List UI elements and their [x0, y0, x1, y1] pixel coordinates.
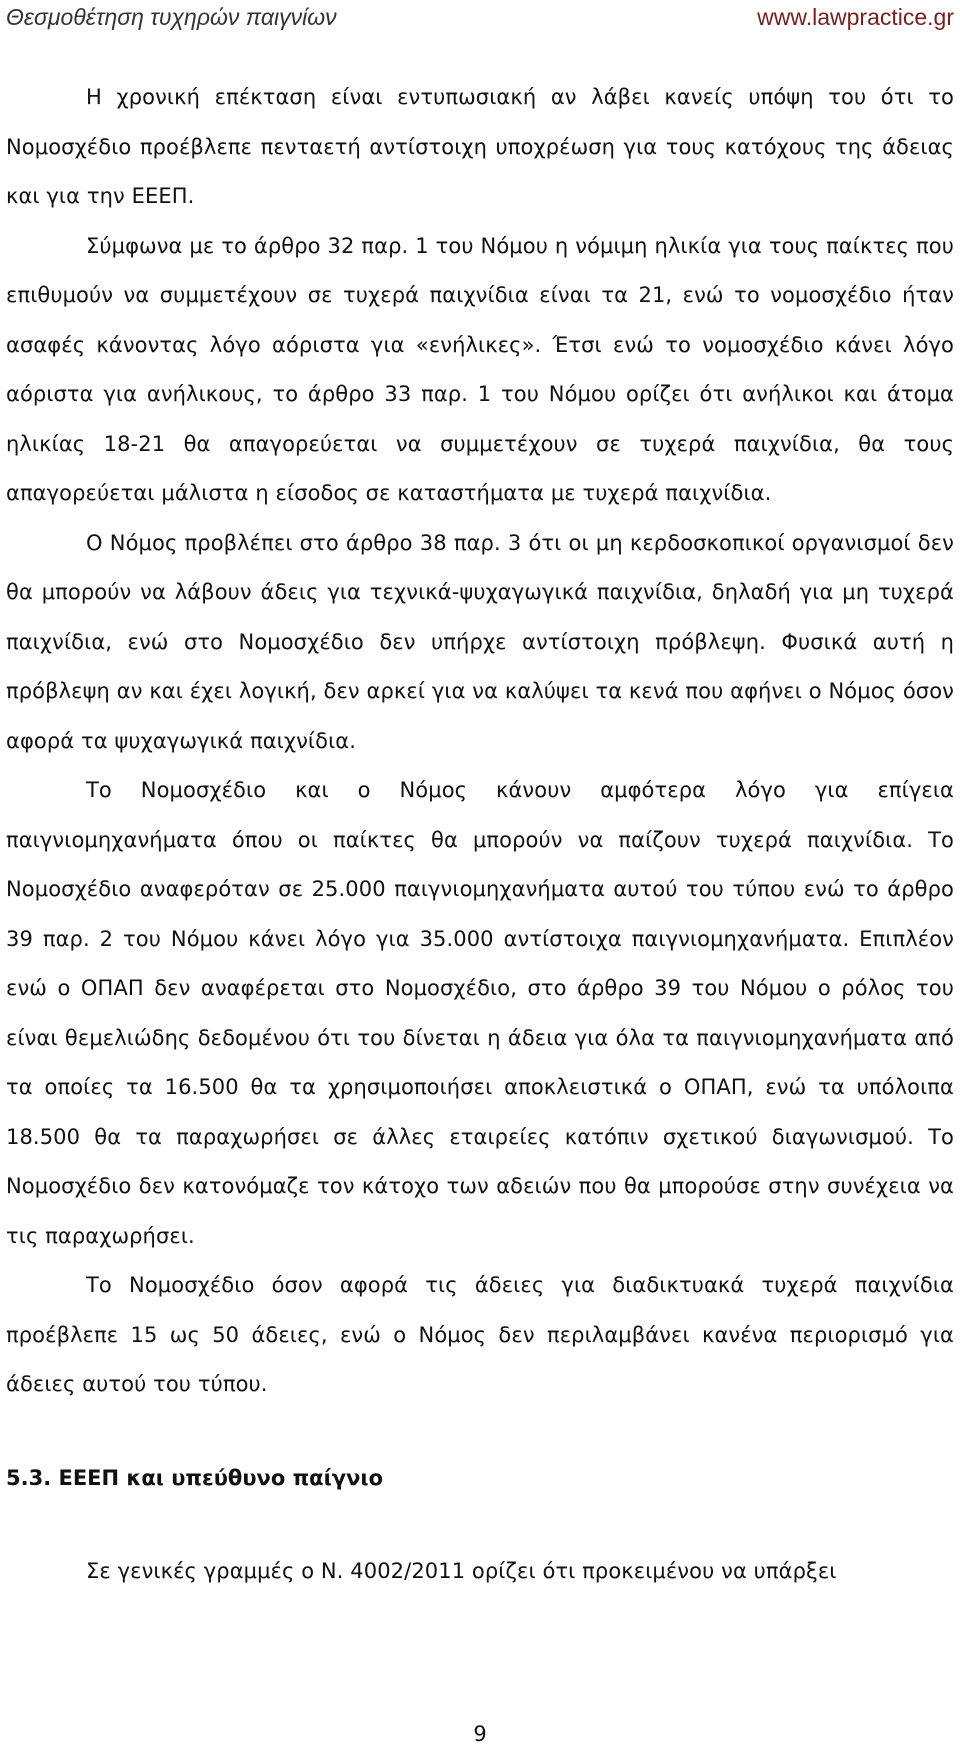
paragraph-4: Το Νομοσχέδιο και ο Νόμος κάνουν αμφότερα λόγο για επίγεια παιγνιομηχανήματα όπου οι παίκτες θα μπορούν να παίζουν τυχερά παιχνίδια. Το Νομοσχέδιο αναφερόταν σε 25.000 παιγνιομηχανήματα αυτού του τύπου ενώ το άρθρο 39 παρ. 2 του Νόμου κάνει λόγο για 35.000 αντίστοιχα παιγνιομηχανήματα. Επιπλέον ενώ ο ΟΠΑΠ δεν αναφέρεται στο Νομοσχέδιο, στο άρθρο 39 του Νόμου ο ρόλος του είναι θεμελιώδης δεδομένου ότι του δίνεται η άδεια για όλα τα παιγνιομηχανήματα από τα οποίες τα 16.500 θα τα χρησιμοποιήσει αποκλειστικά ο ΟΠΑΠ, ενώ τα υπόλοιπα 18.500 θα τα παραχωρήσει σε άλλες εταιρείες κατόπιν σχετικού διαγωνισμού. Το Νομοσχέδιο δεν κατονόμαζε τον κάτοχο των αδειών που θα μπορούσε στην συνέχεια να τις παραχωρήσει. [6, 778, 954, 1248]
page-body [6, 73, 954, 1596]
paragraph-3: Ο Νόμος προβλέπει στο άρθρο 38 παρ. 3 ότι οι μη κερδοσκοπικοί οργανισμοί δεν θα μπορούν να λάβουν άδεις για τεχνικά-ψυχαγωγικά παιχνίδια, δηλαδή για μη τυχερά παιχνίδια, ενώ στο Νομοσχέδιο δεν υπήρχε αντίστοιχη πρόβλεψη. Φυσικά αυτή η πρόβλεψη αν και έχει λογική, δεν αρκεί για να καλύψει τα κενά που αφήνει ο Νόμος όσον αφορά τα ψυχαγωγικά παιχνίδια. [6, 530, 954, 753]
website-url[interactable]: www.lawpractice.gr [757, 4, 954, 30]
paragraph-6: Σε γενικές γραμμές ο Ν. 4002/2011 ορίζει ότι προκειμένου να υπάρξει [86, 1558, 837, 1583]
paragraph-2: Σύμφωνα με το άρθρο 32 παρ. 1 του Νόμου η νόμιμη ηλικία για τους παίκτες που επιθυμούν να συμμετέχουν σε τυχερά παιχνίδια είναι τα 21, ενώ το νομοσχέδιο ήταν ασαφές κάνοντας λόγο αόριστα για «ενήλικες». Έτσι ενώ το νομοσχέδιο κάνει λόγο αόριστα για ανήλικους, το άρθρο 33 παρ. 1 του Νόμου ορίζει ότι ανήλικοι και άτομα ηλικίας 18-21 θα απαγορεύεται να συμμετέχουν σε τυχερά παιχνίδια, θα τους απαγορεύεται μάλιστα η είσοδος σε καταστήματα με τυχερά παιχνίδια. [6, 233, 954, 505]
page-number: 9 [473, 1722, 487, 1746]
paragraph-1: Η χρονική επέκταση είναι εντυπωσιακή αν λάβει κανείς υπόψη του ότι το Νομοσχέδιο προέβλεπε πενταετή αντίστοιχη υποχρέωση για τους κατόχους της άδειας και για την ΕΕΕΠ. [6, 85, 954, 208]
section-heading: 5.3. ΕΕΕΠ και υπεύθυνο παίγνιο [6, 1465, 384, 1490]
paragraph-5: Το Νομοσχέδιο όσον αφορά τις άδειες για διαδικτυακά τυχερά παιχνίδια προέβλεπε 15 ως 50 άδειες, ενώ ο Νόμος δεν περιλαμβάνει κανένα περιορισμό για άδειες αυτού του τύπου. [6, 1273, 954, 1396]
page-header [0, 0, 960, 36]
document-title: Θεσμοθέτηση τυχηρών παιγνίων [6, 4, 337, 30]
